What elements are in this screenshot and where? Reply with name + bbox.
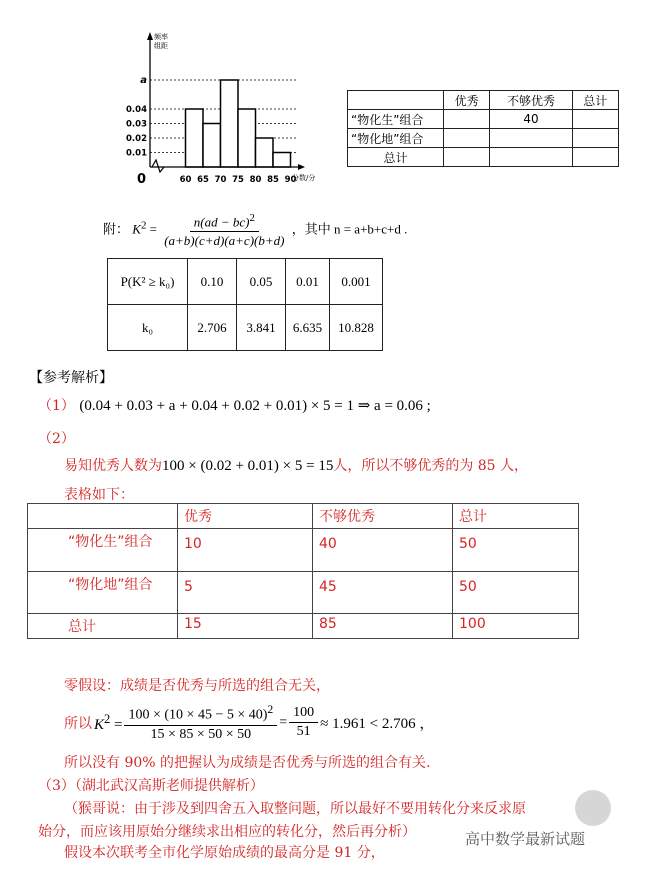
histogram-bar: [238, 109, 256, 167]
table-cell: [572, 148, 618, 167]
part2-text-a: 易知优秀人数为: [64, 458, 162, 474]
axis-break-icon: [152, 160, 164, 172]
part3-line1: （猴哥说：由于涉及到四舍五入取整问题，所以最好不要用转化分来反求原: [64, 801, 526, 817]
table-cell: 0.05: [237, 259, 286, 305]
table-row: [28, 529, 579, 572]
part2-label: （2）: [38, 431, 75, 447]
table-cell: 6.635: [286, 305, 330, 351]
table-row: [28, 504, 579, 529]
calc-numerator: 100 × (10 × 45 − 5 × 40): [128, 707, 268, 723]
y-tick-label: 0.04: [126, 105, 147, 115]
table-cell: [444, 129, 490, 148]
x-tick-label: 75: [232, 175, 244, 185]
table-cell: 0.01: [286, 259, 330, 305]
watermark-logo-icon: [575, 790, 611, 826]
table-row-header: “物化地”组合: [348, 129, 444, 148]
y-tick-label: a: [140, 75, 147, 86]
calc-mid-denominator: 51: [296, 724, 311, 740]
part3-label: （3）（湖北武汉高斯老师提供解析）: [38, 778, 264, 794]
frequency-histogram: [120, 25, 325, 195]
table-cell: [572, 110, 618, 129]
histogram-xlabel: 分数/分: [292, 174, 316, 182]
table-cell: [28, 504, 178, 529]
table-cell: 50: [453, 572, 579, 614]
table-cell: 0.10: [188, 259, 237, 305]
calc-mid-fraction: [289, 705, 318, 740]
table-row: [108, 305, 383, 351]
critical-value-table: [107, 258, 383, 351]
table-header-cell: 总计: [453, 504, 579, 529]
formula-fraction: $\frac{n(ad - bc)^2}{(a+b)(c+d)(a+c)(b+d)}$: [164, 212, 285, 249]
histogram-ylabel-line1: 频率: [154, 33, 168, 41]
part3-line2: 始分，而应该用原始分继续求出相应的转化分，然后再分析）: [38, 824, 416, 840]
formula-prefix: 附：: [103, 221, 130, 237]
table-header-cell: 优秀: [444, 91, 490, 110]
table-cell: 5: [178, 572, 313, 614]
table-header-cell: 不够优秀: [490, 91, 572, 110]
x-tick-label: 65: [197, 175, 209, 185]
table-cell: 0.001: [330, 259, 383, 305]
histogram-bar: [221, 80, 239, 167]
x-tick-label: 70: [214, 175, 227, 185]
table-row-header: “物化生”组合: [348, 110, 444, 129]
table-cell: [348, 91, 444, 110]
part3-line3: 假设本次联考全市化学原始成绩的最高分是 91 分，: [64, 845, 385, 861]
table-cell: [444, 148, 490, 167]
table-cell: 10: [178, 529, 313, 572]
table-header-cell: 总计: [572, 91, 618, 110]
x-tick-label: 80: [249, 175, 262, 185]
histogram-bar: [203, 124, 221, 168]
analysis-heading: 【参考解析】: [29, 370, 113, 386]
y-axis-arrow-icon: [147, 32, 153, 40]
formula-suffix: ，其中 n = a+b+c+d .: [291, 221, 408, 237]
table-cell: 3.841: [237, 305, 286, 351]
table-cell: 45: [313, 572, 453, 614]
table-cell: 85: [313, 614, 453, 639]
calc-denominator: 15 × 85 × 50 × 50: [150, 726, 252, 742]
histogram-bar: [186, 109, 204, 167]
y-tick-label: 0.01: [126, 148, 147, 159]
x-tick-label: 60: [179, 175, 192, 185]
formula-denominator: (a+b)(c+d)(a+c)(b+d): [164, 233, 285, 249]
k-squared-formula: 附： $K^2$ = $\frac{n(ad - bc)^2}{(a+b)(c+d)(a+c)(b+d)}$ ，其中 n = a+b+c+d .: [103, 212, 408, 249]
stats-table-blank: [347, 90, 619, 167]
part2-line: [64, 455, 528, 475]
x-tick-label: 90: [284, 175, 297, 185]
table-cell: [572, 129, 618, 148]
table-cell: [444, 110, 490, 129]
table-row-header: P(K² ≥ k₀): [108, 259, 188, 305]
histogram-ylabel-line2: 组距: [154, 42, 168, 50]
table-header-cell: 优秀: [178, 504, 313, 529]
table-cell: 100: [453, 614, 579, 639]
table-row-header: 总计: [348, 148, 444, 167]
part2-formula: 100 × (0.02 + 0.01) × 5 = 15: [162, 458, 334, 474]
table-row-header: “物化生”组合: [28, 529, 178, 572]
histogram-bar: [273, 153, 291, 168]
formula-k: K: [132, 221, 141, 237]
table-cell: 50: [453, 529, 579, 572]
table-cell: 40: [313, 529, 453, 572]
table-row-header: k₀: [108, 305, 188, 351]
table-cell: 2.706: [188, 305, 237, 351]
table-row: [348, 110, 619, 129]
conclusion: 所以没有 90% 的把握认为成绩是否优秀与所选的组合有关.: [64, 755, 431, 771]
table-cell: 40: [490, 110, 572, 129]
calc-mid-numerator: 100: [289, 705, 318, 723]
table-intro: 表格如下：: [64, 487, 134, 503]
part1-label: （1）: [38, 398, 75, 414]
table-row-header: 总计: [28, 614, 178, 639]
table-row: [348, 91, 619, 110]
table-header-cell: 不够优秀: [313, 504, 453, 529]
y-tick-label: 0.03: [126, 119, 147, 130]
table-row: [348, 129, 619, 148]
contingency-table: [27, 503, 579, 639]
table-row: [348, 148, 619, 167]
null-hypothesis: 零假设：成绩是否优秀与所选的组合无关，: [64, 678, 330, 694]
calc-tail: ≈ 1.961 < 2.706 ，: [320, 716, 435, 733]
table-row: [28, 614, 579, 639]
part2-text-b: 人，所以不够优秀的为 85 人，: [333, 458, 529, 474]
histogram-origin-label: 0: [137, 172, 147, 187]
table-row: [28, 572, 579, 614]
table-cell: [490, 129, 572, 148]
part1-line: [38, 395, 431, 415]
table-cell: [490, 148, 572, 167]
watermark-text: 高中数学最新试题: [465, 830, 586, 848]
histogram-bar: [256, 138, 274, 167]
formula-numerator: n(ad − bc): [193, 214, 250, 230]
table-cell: 10.828: [330, 305, 383, 351]
table-row-header: “物化地”组合: [28, 572, 178, 614]
x-tick-label: 85: [267, 175, 279, 185]
table-row: [108, 259, 383, 305]
y-tick-label: 0.02: [126, 134, 147, 144]
x-axis-arrow-icon: [298, 164, 305, 170]
calc-prefix: 所以: [64, 715, 92, 732]
table-cell: 15: [178, 614, 313, 639]
k2-calculation: 所以 $K^2$ = $\frac{100 \times (10 \times 45 - 5 \times 40)^2}{15 \times 85 \times 50 \times 50}$ = $\frac{100}{51}$ ≈ 1.961 < 2.706 ，: [64, 703, 435, 742]
calc-fraction: $\frac{100 \times (10 \times 45 - 5 \times 40)^2}{15 \times 85 \times 50 \times 50}$: [124, 703, 277, 743]
part1-formula: (0.04 + 0.03 + a + 0.04 + 0.02 + 0.01) × 5 = 1 ⇒ a = 0.06 ;: [79, 398, 431, 414]
